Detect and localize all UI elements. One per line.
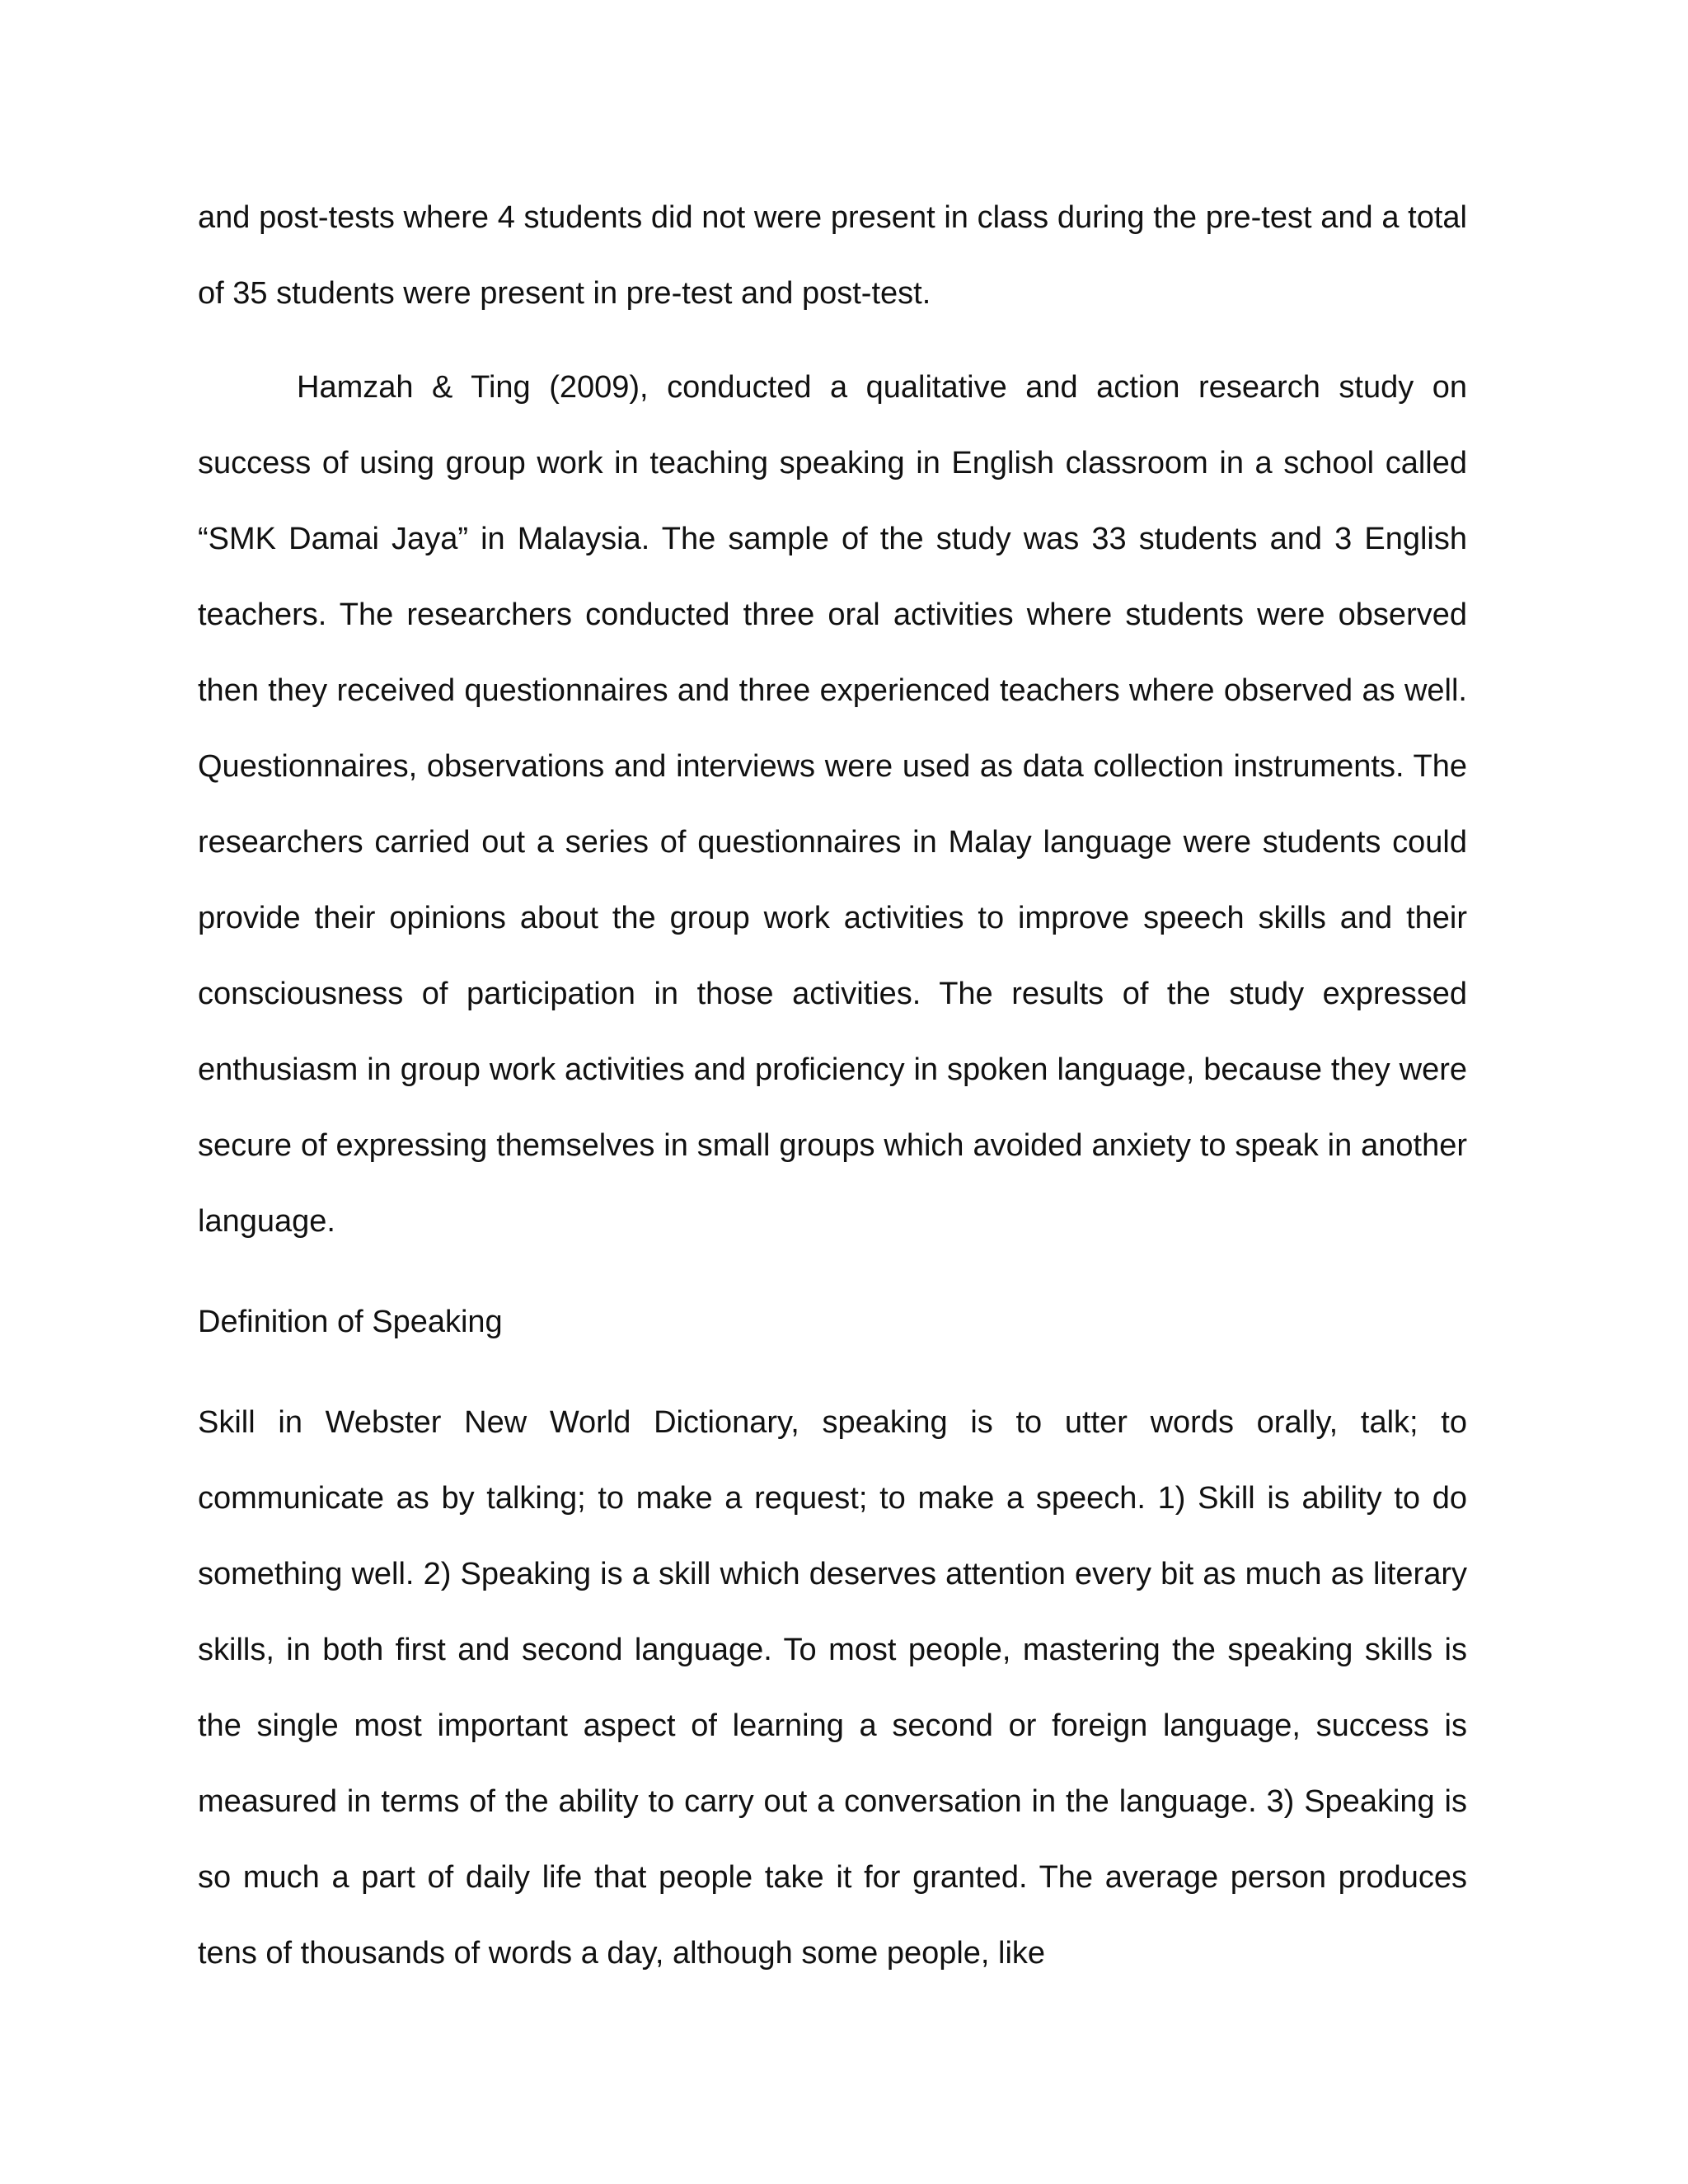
paragraph-hamzah-ting xyxy=(198,349,1467,1259)
paragraph-text: Hamzah & Ting (2009), conducted a qualitative and action research study on success of using group work in teaching speaking in English classroom in a school called “SMK Damai Jaya” in Malaysia. The sample of the study was 33 students and 3 English teachers. The researchers conducted three oral activities where students were observed then they received questionnaires and three experienced teachers where observed as well. Questionnaires, observations and interviews were used as data collection instruments. The researchers carried out a series of questionnaires in Malay language were students could provide their opinions about the group work activities to improve speech skills and their consciousness of participation in those activities. The results of the study expressed enthusiasm in group work activities and proficiency in spoken language, because they were secure of expressing themselves in small groups which avoided anxiety to speak in another language. xyxy=(198,370,1467,1239)
section-heading xyxy=(198,1284,1467,1360)
paragraph-continuation xyxy=(198,180,1467,331)
paragraph-text: Skill in Webster New World Dictionary, speaking is to utter words orally, talk; to communicate as by talking; to make a request; to make a speech. 1) Skill is ability to do something well. 2) Speaking is a skill which deserves attention every bit as much as literary skills, in both first and second language. To most people, mastering the speaking skills is the single most important aspect of learning a second or foreign language, success is measured in terms of the ability to carry out a conversation in the language. 3) Speaking is so much a part of daily life that people take it for granted. The average person produces tens of thousands of words a day, although some people, like xyxy=(198,1405,1467,1971)
paragraph-definition xyxy=(198,1385,1467,1991)
section-heading-text: Definition of Speaking xyxy=(198,1305,503,1339)
paragraph-text: and post-tests where 4 students did not were present in class during the pre-test and a total of 35 students were present in pre-test and post-test. xyxy=(198,200,1467,311)
